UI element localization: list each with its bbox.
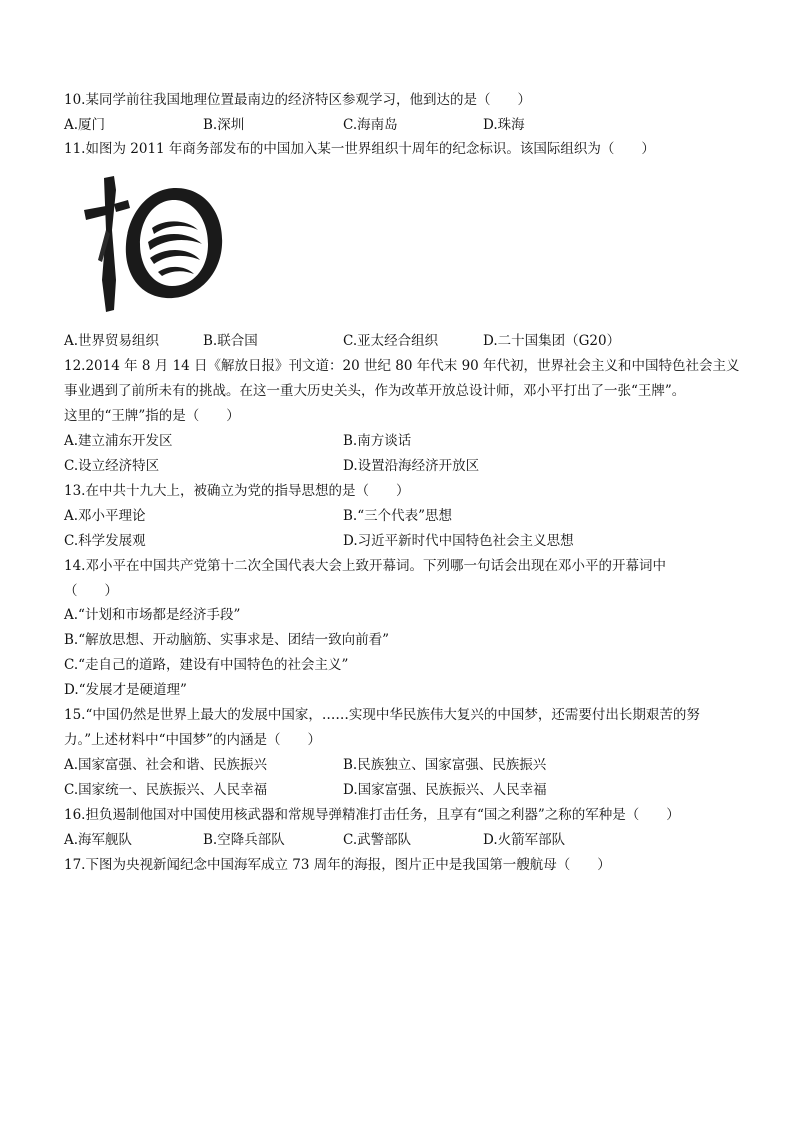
q13-option-d: D.习近平新时代中国特色社会主义思想 [343,533,574,549]
q13-option-b: B.“三个代表”思想 [343,508,453,524]
q10-option-b: B.深圳 [203,117,245,133]
q12-option-d: D.设置沿海经济开放区 [343,458,480,474]
q15-option-a: A.国家富强、社会和谐、民族振兴 [64,757,268,773]
q16-option-a: A.海军舰队 [64,832,133,848]
q16-option-c: C.武警部队 [343,832,412,848]
q14-option-d: D.“发展才是硬道理” [64,682,187,698]
q15-option-c: C.国家统一、民族振兴、人民幸福 [64,782,268,798]
q15-stem-line-1: 15.“中国仍然是世界上最大的发展中国家，……实现中华民族伟大复兴的中国梦，还需要付出长期艰苦的努 [64,707,700,723]
q13-option-a: A.邓小平理论 [64,508,146,524]
q16-stem: 16.担负遏制他国对中国使用核武器和常规导弹精准打击任务，且享有“国之利器”之称的军种是（ ） [64,807,680,823]
q11-option-a: A.世界贸易组织 [64,333,160,349]
q13-option-c: C.科学发展观 [64,533,146,549]
q12-option-b: B.南方谈话 [343,433,412,449]
q15-stem-line-2: 力。”上述材料中“中国梦”的内涵是（ ） [64,732,321,748]
q14-option-a: A.“计划和市场都是经济手段” [64,607,241,623]
q12-option-c: C.设立经济特区 [64,458,160,474]
q12-stem-line-1: 12.2014 年 8 月 14 日《解放日报》刊文道：20 世纪 80 年代末 90 年代初，世界社会主义和中国特色社会主义 [64,358,740,374]
q14-stem-line-1: 14.邓小平在中国共产党第十二次全国代表大会上致开幕词。下列哪一句话会出现在邓小平的开幕词中 [64,558,666,574]
q10-option-d: D.珠海 [483,117,525,133]
q13-stem: 13.在中共十九大上，被确立为党的指导思想的是（ ） [64,483,410,499]
q10-stem: 10.某同学前往我国地理位置最南边的经济特区参观学习，他到达的是（ ） [64,92,531,108]
q14-option-c: C.“走自己的道路，建设有中国特色的社会主义” [64,657,349,673]
q14-stem-line-2: （ ） [64,583,118,599]
wto-10th-anniversary-logo-image [76,170,226,318]
q14-option-b: B.“解放思想、开动脑筋、实事求是、团结一致向前看” [64,632,390,648]
q12-option-a: A.建立浦东开发区 [64,433,173,449]
q17-stem: 17.下图为央视新闻纪念中国海军成立 73 周年的海报，图片正中是我国第一艘航母（ ） [64,857,611,873]
q12-stem-line-3: 这里的“王牌”指的是（ ） [64,408,240,424]
q15-option-b: B.民族独立、国家富强、民族振兴 [343,757,547,773]
q11-option-b: B.联合国 [203,333,258,349]
q10-option-a: A.厦门 [64,117,106,133]
q11-stem: 11.如图为 2011 年商务部发布的中国加入某一世界组织十周年的纪念标识。该国际组织为（ ） [64,141,655,157]
q10-option-c: C.海南岛 [343,117,398,133]
q15-option-d: D.国家富强、民族振兴、人民幸福 [343,782,547,798]
q11-option-c: C.亚太经合组织 [343,333,439,349]
q11-option-d: D.二十国集团（G20） [483,333,621,349]
q16-option-b: B.空降兵部队 [203,832,285,848]
q12-stem-line-2: 事业遇到了前所未有的挑战。在这一重大历史关头，作为改革开放总设计师，邓小平打出了一张“王牌”。 [64,383,686,399]
q16-option-d: D.火箭军部队 [483,832,566,848]
